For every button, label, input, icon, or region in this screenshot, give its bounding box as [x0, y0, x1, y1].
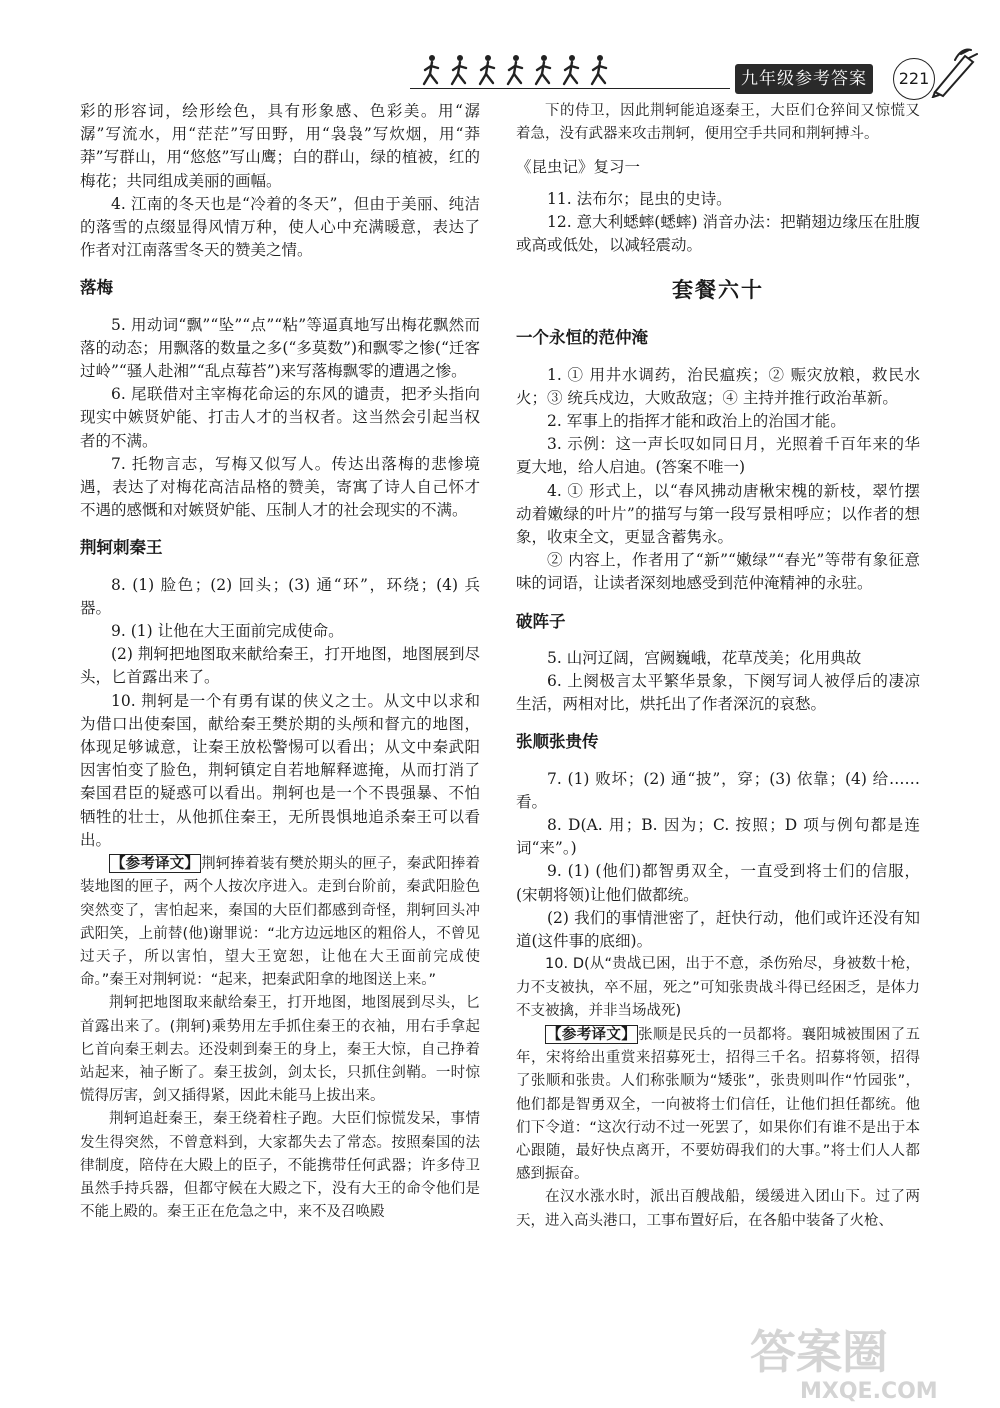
answer-9-1: 9. (1) 让他在大王面前完成使命。 — [111, 622, 344, 641]
answer-4-2: ② 内容上，作者用了“新”“嫩绿”“春光”等带有象征意味的词语，让读者深刻地感受到范仲淹精神的永驻。 — [516, 551, 920, 593]
answer-8: 8. (1) 脸色；(2) 回头；(3) 通“环”，环绕；(4) 兵器。 — [80, 575, 480, 617]
reference-translation-continued — [516, 100, 920, 146]
watermark-url: MXQE.COM — [800, 1379, 938, 1404]
translation-text: 荆轲捧着装有樊於期头的匣子，秦武阳捧着装地图的匣子，两个人按次序进入。走到台阶前，秦武阳脸色突然变了，害怕起来，秦国的大臣们都感到奇怪，荆轲回头冲武阳笑，上前替(他)谢罪说：“北方边远地区的粗俗人，不曾见过天子，所以害怕，望大王宽恕，让他在大王面前完成使命。”秦王对荆轲说：“起来，把秦武阳拿的地图送上来。” — [80, 856, 480, 989]
set-title: 套餐六十 — [672, 278, 764, 303]
pen-icon — [925, 48, 980, 98]
answer-10-block — [516, 953, 920, 1232]
section-heading-jingke: 荆轲刺秦王 — [80, 538, 163, 558]
section-heading-pozhenzi: 破阵子 — [516, 611, 566, 631]
runner-icons — [418, 50, 618, 90]
translation-tag: 【参考译文】 — [547, 1025, 637, 1043]
answer-4: 4. 江南的冬天也是“冷着的冬天”，但由于美丽、纯洁的落雪的点缀显得风情万种，使人心中充满暖意，表达了作者对江南落雪冬天的赞美之情。 — [80, 194, 480, 260]
answer-5: 5. 山河辽阔，宫阙巍峨，花草茂美；化用典故 — [547, 648, 862, 667]
answer-4-1: 4. ① 形式上，以“春风拂动唐楸宋槐的新枝，翠竹摆动着嫩绿的叶片”的描写与第一段写景相呼应；以作者的想象，收束全文，更显含蓄隽永。 — [516, 481, 920, 547]
answer-11: 11. 法布尔；昆虫的史诗。 — [547, 189, 732, 208]
right-column — [516, 100, 920, 1233]
answer-5: 5. 用动词“飘”“坠”“点”“粘”等逼真地写出梅花飘然而落的动态；用飘落的数量之多(“多莫数”)和飘零之惨(“迁客过岭”“骚人赴湘”“乱点莓苔”)来写落梅飘零的遭遇之惨。 — [80, 315, 480, 381]
reference-translation — [80, 852, 480, 1224]
answer-3: 3. 示例：这一声长叹如同日月，光照着千百年来的华夏大地，给人启迪。(答案不唯一) — [516, 435, 920, 477]
left-column — [80, 100, 480, 1224]
section-heading-fanzhongyan: 一个永恒的范仲淹 — [516, 328, 648, 348]
answer-10: 10. D(从“贵战已困，出于不意，杀伤殆尽，身被数十枪，力不支被执，卒不屈，死之”可知张贵战斗得已经困乏，是体力不支被擒，并非当场战死) — [516, 956, 920, 1019]
header-title: 九年级参考答案 — [735, 64, 873, 94]
answer-2: 2. 军事上的指挥才能和政治上的治国才能。 — [547, 412, 846, 431]
answer-12: 12. 意大利蟋蟀(蟋蟀) 消音办法：把鞘翅边缘压在肚腹或高或低处，以减轻震动。 — [516, 212, 920, 255]
translation-text: 在汉水涨水时，派出百艘战船，缓缓进入团山下。过了两天，进入高头港口，工事布置好后，在各船中装备了火枪、 — [516, 1189, 920, 1229]
watermark-logo — [710, 1318, 980, 1404]
answer-9-2: (2) 我们的事情泄密了，赶快行动，他们或许还没有知道(这件事的底细)。 — [516, 908, 920, 951]
answer-7: 7. (1) 败坏；(2) 通“披”，穿；(3) 依靠；(4) 给……看。 — [516, 769, 920, 811]
section-heading-zhangshun: 张顺张贵传 — [516, 732, 599, 752]
translation-text: 荆轲追赶秦王，秦王绕着柱子跑。大臣们惊慌发呆，事情发生得突然，不曾意料到，大家都失去了常态。按照秦国的法律制度，陪侍在大殿上的臣子，不能携带任何武器；许多侍卫虽然手持兵器，但都守候在大殿之下，没有大王的命令他们是不能上殿的。秦王正在危急之中，来不及召唤殿 — [80, 1111, 480, 1221]
answer-6: 6. 上阕极言太平繁华景象，下阕写词人被俘后的凄凉生活，两相对比，烘托出了作者深沉的哀愁。 — [516, 672, 920, 714]
answer-1: 1. ① 用井水调药，治民瘟疾；② 赈灾放粮，救民水火；③ 统兵戍边，大败敌寇；④ 主持并推行政治革新。 — [516, 365, 920, 407]
page-number: 221 — [893, 58, 935, 100]
answer-10: 10. 荆轲是一个有勇有谋的侠义之士。从文中以求和为借口出使秦国，献给秦王樊於期的头颅和督亢的地图，体现足够诚意，让秦王放松警惕可以看出；从文中秦武阳因害怕变了脸色，荆轲镇定自若地解释遮掩，从而打消了秦国君臣的疑惑可以看出。荆轲也是一个不畏强暴、不怕牺牲的壮士，从他抓住秦王，无所畏惧地追杀秦王可以看出。 — [80, 691, 480, 849]
translation-text: 荆轲把地图取来献给秦王，打开地图，地图展到尽头，匕首露出来了。(荆轲)乘势用左手抓住秦王的衣袖，用右手拿起匕首向秦王刺去。还没刺到秦王的身上，秦王大惊，自己挣着站起来，袖子断了。秦王拔剑，剑太长，只抓住剑鞘。一时惊慌得厉害，剑又插得紧，因此未能马上拔出来。 — [80, 995, 480, 1105]
translation-text: 下的侍卫，因此荆轲能追逐秦王，大臣们仓猝间又惊慌又着急，没有武器来攻击荆轲，便用空手共同和荆轲搏斗。 — [516, 103, 920, 143]
translation-text: 张顺是民兵的一员都将。襄阳城被围困了五年，宋将给出重赏来招募死士，招得三千名。招募将领，招得了张顺和张贵。人们称张顺为“矮张”，张贵则叫作“竹园张”，他们都是智勇双全，一向被将士们信任，让他们担任都统。他们下令道：“这次行动不过一死罢了，如果你们有谁不是出于本心跟随，最好快点离开，不要妨碍我们的大事。”将士们人人都感到振奋。 — [516, 1026, 920, 1183]
translation-tag: 【参考译文】 — [111, 855, 200, 873]
section-heading-luomei: 落梅 — [80, 278, 113, 298]
paragraph: 彩的形容词，绘形绘色，具有形象感、色彩美。用“潺潺”写流水，用“茫茫”写田野，用“袅袅”写炊烟，用“莽莽”写群山，用“悠悠”写山鹰；白的群山，绿的植被，红的梅花；共同组成美丽的画幅。 — [80, 102, 480, 190]
header-rule — [410, 88, 730, 89]
section-heading-kunchongji: 《昆虫记》复习一 — [516, 158, 641, 177]
answer-7: 7. 托物言志，写梅又似写人。传达出落梅的悲惨境遇，表达了对梅花高洁品格的赞美，寄寓了诗人自己怀才不遇的感慨和对嫉贤妒能、压制人才的社会现实的不满。 — [80, 454, 480, 520]
answer-8: 8. D(A. 用；B. 因为；C. 按照；D 项与例句都是连词“来”。) — [516, 816, 920, 858]
answer-9-2: (2) 荆轲把地图取来献给秦王，打开地图，地图展到尽头，匕首露出来了。 — [80, 645, 480, 687]
answer-6: 6. 尾联借对主宰梅花命运的东风的谴责，把矛头指向现实中嫉贤妒能、打击人才的当权者。这当然会引起当权者的不满。 — [80, 385, 480, 450]
watermark-text: 答案圈 — [750, 1325, 888, 1379]
page-header — [0, 0, 1000, 110]
answer-9-1: 9. (1) (他们)都智勇双全，一直受到将士们的信服，(宋朝将领)让他们做都统。 — [516, 862, 920, 904]
